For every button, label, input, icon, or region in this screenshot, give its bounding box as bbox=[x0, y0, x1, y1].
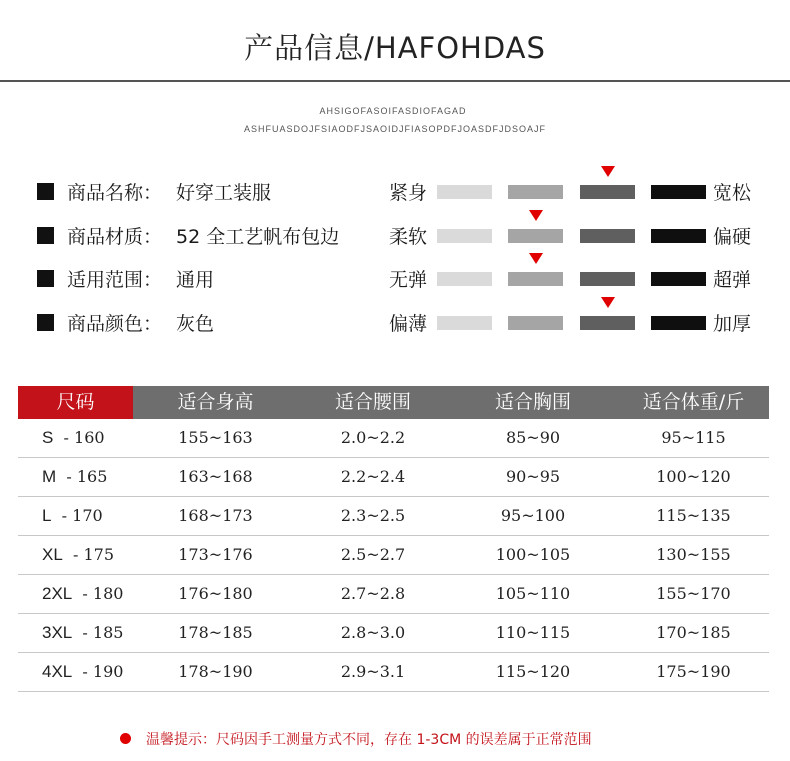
size-cell bbox=[18, 536, 133, 574]
size-letter: 3XL bbox=[42, 623, 73, 642]
level-marker-icon bbox=[601, 297, 615, 308]
header-height: 适合身高 bbox=[177, 391, 254, 413]
size-cell bbox=[18, 497, 133, 535]
scale-right-label: 偏硬 bbox=[713, 226, 752, 248]
scale-right-label: 宽松 bbox=[713, 182, 752, 204]
size-cell bbox=[18, 419, 133, 457]
table-row bbox=[18, 497, 769, 536]
height-cell: 176~180 bbox=[178, 584, 253, 603]
scale-segment-3 bbox=[580, 272, 635, 286]
waist-cell: 2.5~2.7 bbox=[340, 545, 406, 564]
scale-segment-2 bbox=[508, 272, 563, 286]
table-header-row bbox=[18, 386, 769, 419]
scale-segment-4 bbox=[651, 272, 706, 286]
size-letter: 4XL bbox=[42, 662, 73, 681]
weight-cell: 130~155 bbox=[656, 545, 731, 564]
size-cell bbox=[18, 653, 133, 691]
size-cell bbox=[18, 575, 133, 613]
size-code: - 180 bbox=[82, 584, 124, 603]
scale-segment-1 bbox=[437, 185, 492, 199]
scale-segment-3 bbox=[580, 316, 635, 330]
scale-segment-1 bbox=[437, 229, 492, 243]
size-code: - 165 bbox=[66, 467, 108, 486]
level-marker-icon bbox=[529, 253, 543, 264]
chest-cell: 105~110 bbox=[495, 584, 571, 603]
size-letter: L bbox=[42, 506, 52, 525]
size-cell bbox=[18, 458, 133, 496]
scale-left-label: 紧身 bbox=[389, 182, 428, 204]
size-code: - 160 bbox=[63, 428, 105, 447]
bullet-square-icon bbox=[37, 270, 54, 287]
header-waist: 适合腰围 bbox=[334, 391, 411, 413]
table-row bbox=[18, 614, 769, 653]
size-cell bbox=[18, 614, 133, 652]
waist-cell: 2.8~3.0 bbox=[340, 623, 406, 642]
scale-segment-1 bbox=[437, 272, 492, 286]
scale-left-label: 偏薄 bbox=[389, 313, 428, 335]
weight-cell: 155~170 bbox=[656, 584, 731, 603]
size-letter: XL bbox=[42, 545, 63, 564]
footer-note: 温馨提示：尺码因手工测量方式不同，存在 1-3CM 的误差属于正常范围 bbox=[146, 732, 592, 748]
info-value: 灰色 bbox=[176, 313, 215, 335]
header-divider bbox=[0, 80, 790, 82]
chest-cell: 110~115 bbox=[495, 623, 571, 642]
scale-segment-2 bbox=[508, 229, 563, 243]
info-value: 好穿工装服 bbox=[176, 182, 272, 204]
table-row bbox=[18, 575, 769, 614]
scale-segment-2 bbox=[508, 185, 563, 199]
height-cell: 163~168 bbox=[178, 467, 253, 486]
height-cell: 173~176 bbox=[178, 545, 253, 564]
waist-cell: 2.7~2.8 bbox=[340, 584, 406, 603]
size-code: - 175 bbox=[72, 545, 114, 564]
info-label: 商品材质： bbox=[67, 226, 163, 248]
decorative-subtitle-line-2: ASHFUASDOJFSIAODFJSAOIDJFIASOPDFJOASDFJDSOAJF bbox=[243, 124, 547, 134]
weight-cell: 100~120 bbox=[656, 467, 731, 486]
bullet-square-icon bbox=[37, 183, 54, 200]
info-row-material bbox=[0, 220, 790, 250]
height-cell: 155~163 bbox=[178, 428, 253, 447]
height-cell: 178~190 bbox=[178, 662, 253, 681]
info-row-usage bbox=[0, 263, 790, 293]
height-cell: 168~173 bbox=[178, 506, 253, 525]
header-weight: 适合体重/斤 bbox=[642, 391, 745, 413]
level-marker-icon bbox=[601, 166, 615, 177]
header-size: 尺码 bbox=[18, 386, 133, 419]
scale-segment-3 bbox=[580, 229, 635, 243]
waist-cell: 2.0~2.2 bbox=[340, 428, 406, 447]
chest-cell: 100~105 bbox=[495, 545, 571, 564]
scale-segment-4 bbox=[651, 229, 706, 243]
chest-cell: 95~100 bbox=[500, 506, 566, 525]
scale-left-label: 无弹 bbox=[389, 269, 428, 291]
size-code: - 190 bbox=[82, 662, 124, 681]
scale-right-label: 加厚 bbox=[713, 313, 752, 335]
info-value: 52 全工艺帆布包边 bbox=[176, 226, 340, 248]
info-label: 适用范围： bbox=[67, 269, 163, 291]
weight-cell: 95~115 bbox=[661, 428, 726, 447]
level-marker-icon bbox=[529, 210, 543, 221]
chest-cell: 115~120 bbox=[495, 662, 571, 681]
scale-left-label: 柔软 bbox=[389, 226, 428, 248]
scale-right-label: 超弹 bbox=[713, 269, 752, 291]
weight-cell: 170~185 bbox=[656, 623, 731, 642]
table-row bbox=[18, 653, 769, 692]
waist-cell: 2.3~2.5 bbox=[340, 506, 406, 525]
weight-cell: 175~190 bbox=[656, 662, 731, 681]
size-code: - 185 bbox=[82, 623, 124, 642]
size-letter: M bbox=[42, 467, 57, 486]
chest-cell: 90~95 bbox=[505, 467, 561, 486]
table-row bbox=[18, 458, 769, 497]
info-row-name bbox=[0, 176, 790, 206]
info-value: 通用 bbox=[176, 269, 215, 291]
table-row bbox=[18, 536, 769, 575]
waist-cell: 2.9~3.1 bbox=[340, 662, 406, 681]
decorative-subtitle-line-1: AHSIGOFASOIFASDIOFAGAD bbox=[319, 106, 467, 116]
scale-segment-2 bbox=[508, 316, 563, 330]
weight-cell: 115~135 bbox=[656, 506, 731, 525]
scale-segment-3 bbox=[580, 185, 635, 199]
size-chart-table bbox=[18, 386, 769, 692]
info-row-color bbox=[0, 307, 790, 337]
scale-segment-1 bbox=[437, 316, 492, 330]
chest-cell: 85~90 bbox=[505, 428, 561, 447]
header-chest: 适合胸围 bbox=[494, 391, 571, 413]
bullet-square-icon bbox=[37, 227, 54, 244]
info-label: 商品颜色： bbox=[67, 313, 163, 335]
bullet-square-icon bbox=[37, 314, 54, 331]
note-bullet-icon bbox=[120, 733, 131, 744]
scale-segment-4 bbox=[651, 316, 706, 330]
size-code: - 170 bbox=[61, 506, 103, 525]
height-cell: 178~185 bbox=[178, 623, 253, 642]
scale-segment-4 bbox=[651, 185, 706, 199]
size-letter: S bbox=[42, 428, 54, 447]
info-label: 商品名称： bbox=[67, 182, 163, 204]
page-title: 产品信息/HAFOHDAS bbox=[244, 31, 546, 65]
waist-cell: 2.2~2.4 bbox=[340, 467, 406, 486]
size-letter: 2XL bbox=[42, 584, 73, 603]
table-row bbox=[18, 419, 769, 458]
